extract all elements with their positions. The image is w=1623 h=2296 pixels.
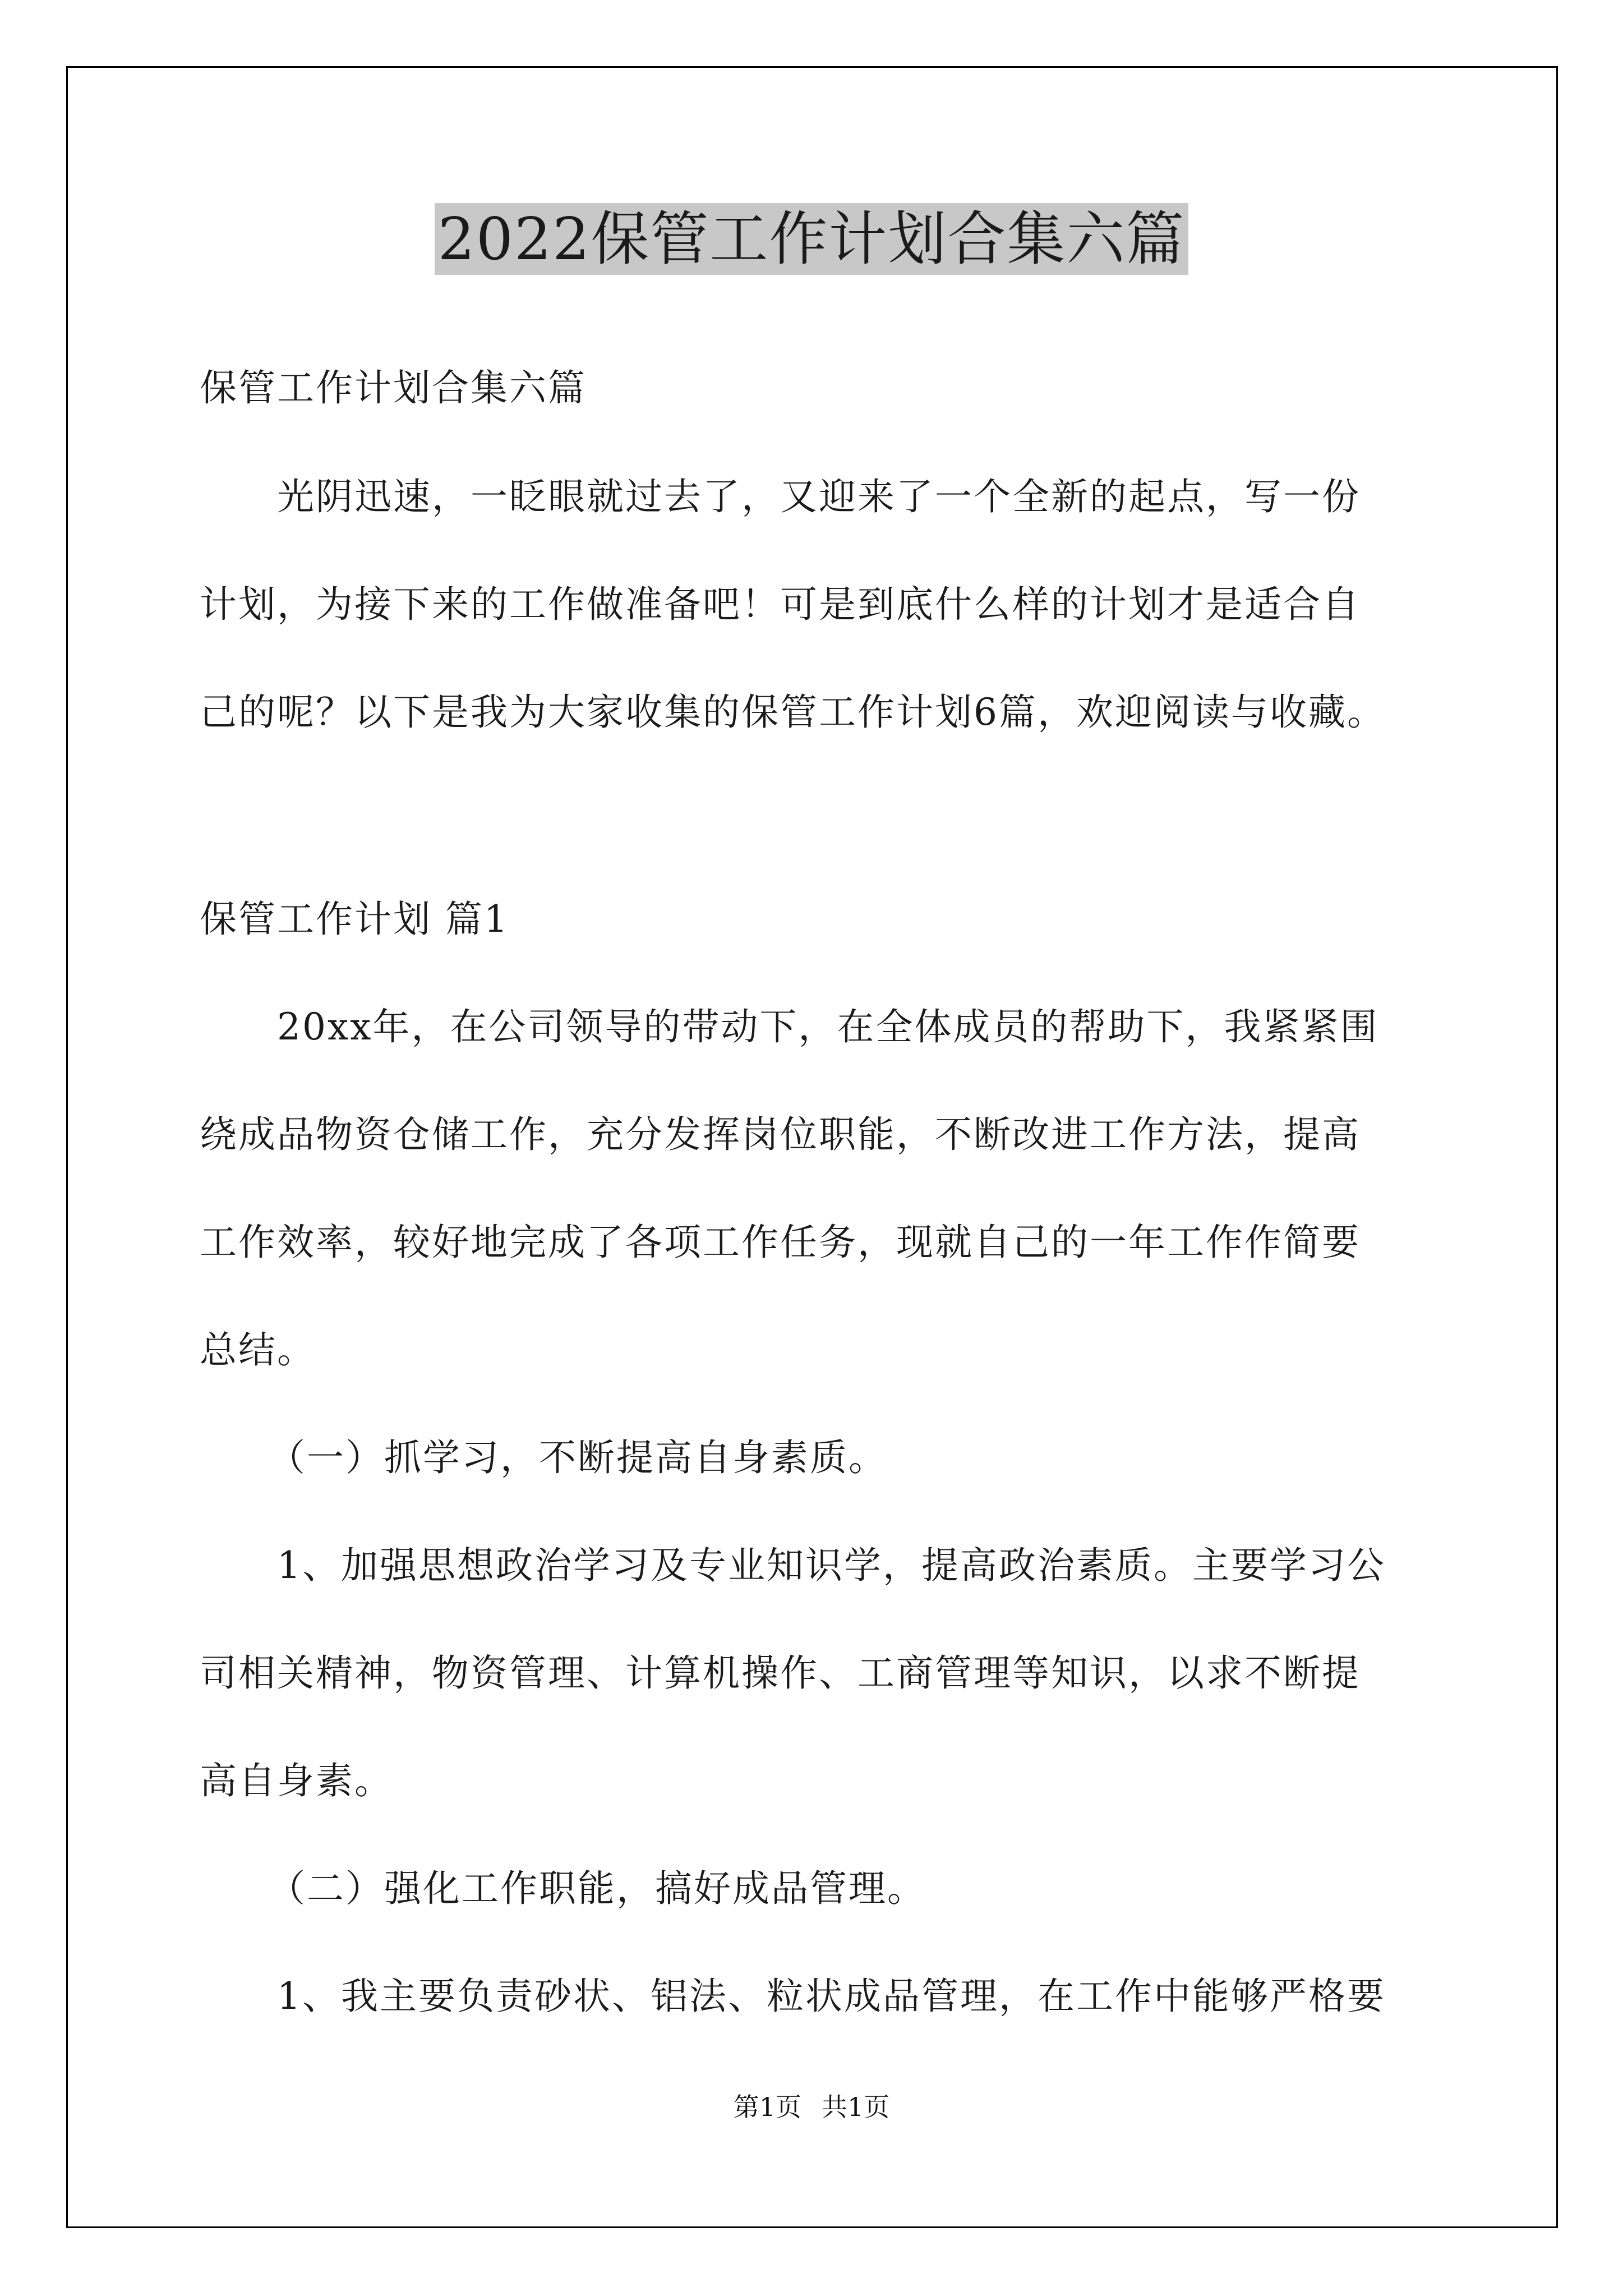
intro-line-1: 光阴迅速，一眨眼就过去了，又迎来了一个全新的起点，写一份 [277, 475, 1361, 518]
para2-line-3: 高自身素。 [200, 1759, 393, 1802]
subheading-2: （二）强化工作职能，搞好成品管理。 [268, 1867, 926, 1910]
para1-line-1: 20xx年，在公司领导的带动下，在全体成员的帮助下，我紧紧围 [277, 1005, 1379, 1048]
para1-line-4: 总结。 [200, 1328, 316, 1372]
para2-line-2: 司相关精神，物资管理、计算机操作、工商管理等知识，以求不断提 [200, 1651, 1361, 1695]
para2-line-1: 1、加强思想政治学习及专业知识学，提高政治素质。主要学习公 [277, 1544, 1386, 1587]
document-title-wrapper [0, 203, 1623, 275]
para3-line-1: 1、我主要负责砂状、铝法、粒状成品管理，在工作中能够严格要 [277, 1975, 1386, 2018]
intro-line-3: 己的呢？以下是我为大家收集的保管工作计划6篇，欢迎阅读与收藏。 [200, 691, 1386, 734]
page-number: 第1页 [733, 2092, 801, 2122]
para1-line-2: 绕成品物资仓储工作，充分发挥岗位职能，不断改进工作方法，提高 [200, 1113, 1361, 1156]
page-footer [0, 2087, 1623, 2124]
document-title: 2022保管工作计划合集六篇 [435, 203, 1189, 275]
intro-line-2: 计划，为接下来的工作做准备吧！可是到底什么样的计划才是适合自 [200, 583, 1361, 626]
subheading-1: （一）抓学习，不断提高自身素质。 [268, 1436, 887, 1479]
para1-line-3: 工作效率，较好地完成了各项工作任务，现就自己的一年工作作简要 [200, 1221, 1361, 1264]
section-heading: 保管工作计划 篇1 [200, 898, 509, 941]
page-total: 共1页 [822, 2092, 890, 2122]
document-subtitle: 保管工作计划合集六篇 [200, 366, 587, 409]
